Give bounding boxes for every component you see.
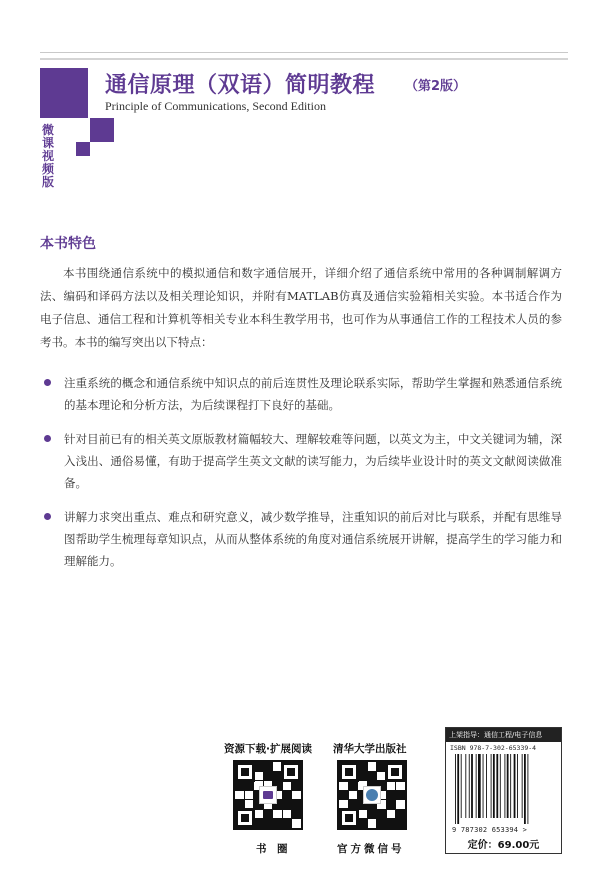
barcode-bar (514, 754, 516, 818)
barcode-bar (510, 754, 511, 818)
qr-right-caption-bottom: 官方微信号 (337, 843, 405, 855)
barcode-digits: 9 787302 653394 > (452, 826, 528, 834)
feature-list (40, 372, 562, 584)
barcode-bar (455, 754, 456, 824)
qr-finder-icon (281, 762, 301, 782)
qr-code-shuquan[interactable] (233, 760, 303, 830)
barcode-bar (483, 754, 484, 818)
book-subtitle: Principle of Communications, Second Edition (105, 99, 326, 113)
barcode-bar (476, 754, 477, 818)
barcode-bar (517, 754, 518, 818)
price: 定价：69.00元 (467, 840, 540, 851)
bullet-icon (44, 379, 51, 386)
list-item (40, 428, 562, 494)
barcode-bar (500, 754, 501, 818)
barcode-bar (527, 754, 528, 824)
barcode-bar (465, 754, 466, 818)
barcode-bar (491, 754, 492, 818)
qr-finder-icon (339, 762, 359, 782)
list-item-text: 讲解力求突出重点、难点和研究意义，减少数学推导，注重知识的前后对比与联系，并配有思维导图帮助学生梳理每章知识点，从而从整体系统的角度对通信系统展开讲解，提高学生的学习能力和理解能力。 (64, 510, 562, 568)
barcode-bar (486, 754, 487, 818)
barcode-bar (522, 754, 523, 818)
vertical-label: 微课视频版 (41, 123, 54, 189)
qr-finder-icon (235, 762, 255, 782)
decor-square-medium (90, 118, 114, 142)
list-item (40, 372, 562, 416)
intro-paragraph: 本书围绕通信系统中的模拟通信和数字通信展开，详细介绍了通信系统中常用的各种调制解调方法、编码和译码方法以及相关理论知识，并附有MATLAB仿真及通信实验箱相关实验。本书适合作为电子信息、通信工程和计算机等相关专业本科生教学用书，也可作为从事通信工作的工程技术人员的参考书。本书的编写突出以下特点： (40, 266, 562, 349)
barcode-bar (504, 754, 505, 818)
book-edition: （第2版） (405, 79, 467, 94)
qr-code-wechat[interactable] (337, 760, 407, 830)
barcode-bar (461, 754, 462, 818)
bullet-icon (44, 435, 51, 442)
qr-left-caption-bottom: 书 圈 (256, 843, 288, 855)
decor-square-gap (64, 120, 88, 140)
qr-right-caption-top: 清华大学出版社 (333, 743, 407, 755)
qr-finder-icon (385, 762, 405, 782)
barcode-bar (493, 754, 495, 818)
barcode (454, 754, 554, 824)
qr-left-caption-top: 资源下载·扩展阅读 (224, 743, 312, 755)
barcode-bar (524, 754, 526, 824)
barcode-bar (496, 754, 498, 818)
section-heading: 本书特色 (40, 236, 96, 252)
barcode-bar (478, 754, 481, 818)
bullet-icon (44, 513, 51, 520)
barcode-bar (457, 754, 459, 824)
qr-finder-icon (339, 808, 359, 828)
decor-square-small (76, 142, 90, 156)
list-item-text: 针对目前已有的相关英文原版教材篇幅较大、理解较难等问题，以英文为主，中文关键词为辅，深入浅出、通俗易懂，有助于提高学生英文文献的读写能力，为后续毕业设计时的英文文献阅读做准备。 (64, 432, 562, 490)
barcode-bar (507, 754, 509, 818)
barcode-bar (469, 754, 470, 818)
book-logo-icon (259, 786, 277, 804)
publisher-seal-icon (363, 786, 381, 804)
barcode-bar (471, 754, 473, 818)
isbn-box (445, 727, 562, 854)
top-rule (40, 52, 568, 53)
classification-label: 上架指导：通信工程/电子信息 (446, 728, 561, 742)
decor-square-large (40, 68, 88, 118)
list-item (40, 506, 562, 572)
book-title: 通信原理（双语）简明教程 (105, 73, 376, 98)
isbn-number: ISBN 978-7-302-65339-4 (450, 744, 537, 752)
qr-finder-icon (235, 808, 255, 828)
top-rule-thick (40, 58, 568, 60)
list-item-text: 注重系统的概念和通信系统中知识点的前后连贯性及理论联系实际，帮助学生掌握和熟悉通信系统的基本理论和分析方法，为后续课程打下良好的基础。 (64, 376, 562, 412)
